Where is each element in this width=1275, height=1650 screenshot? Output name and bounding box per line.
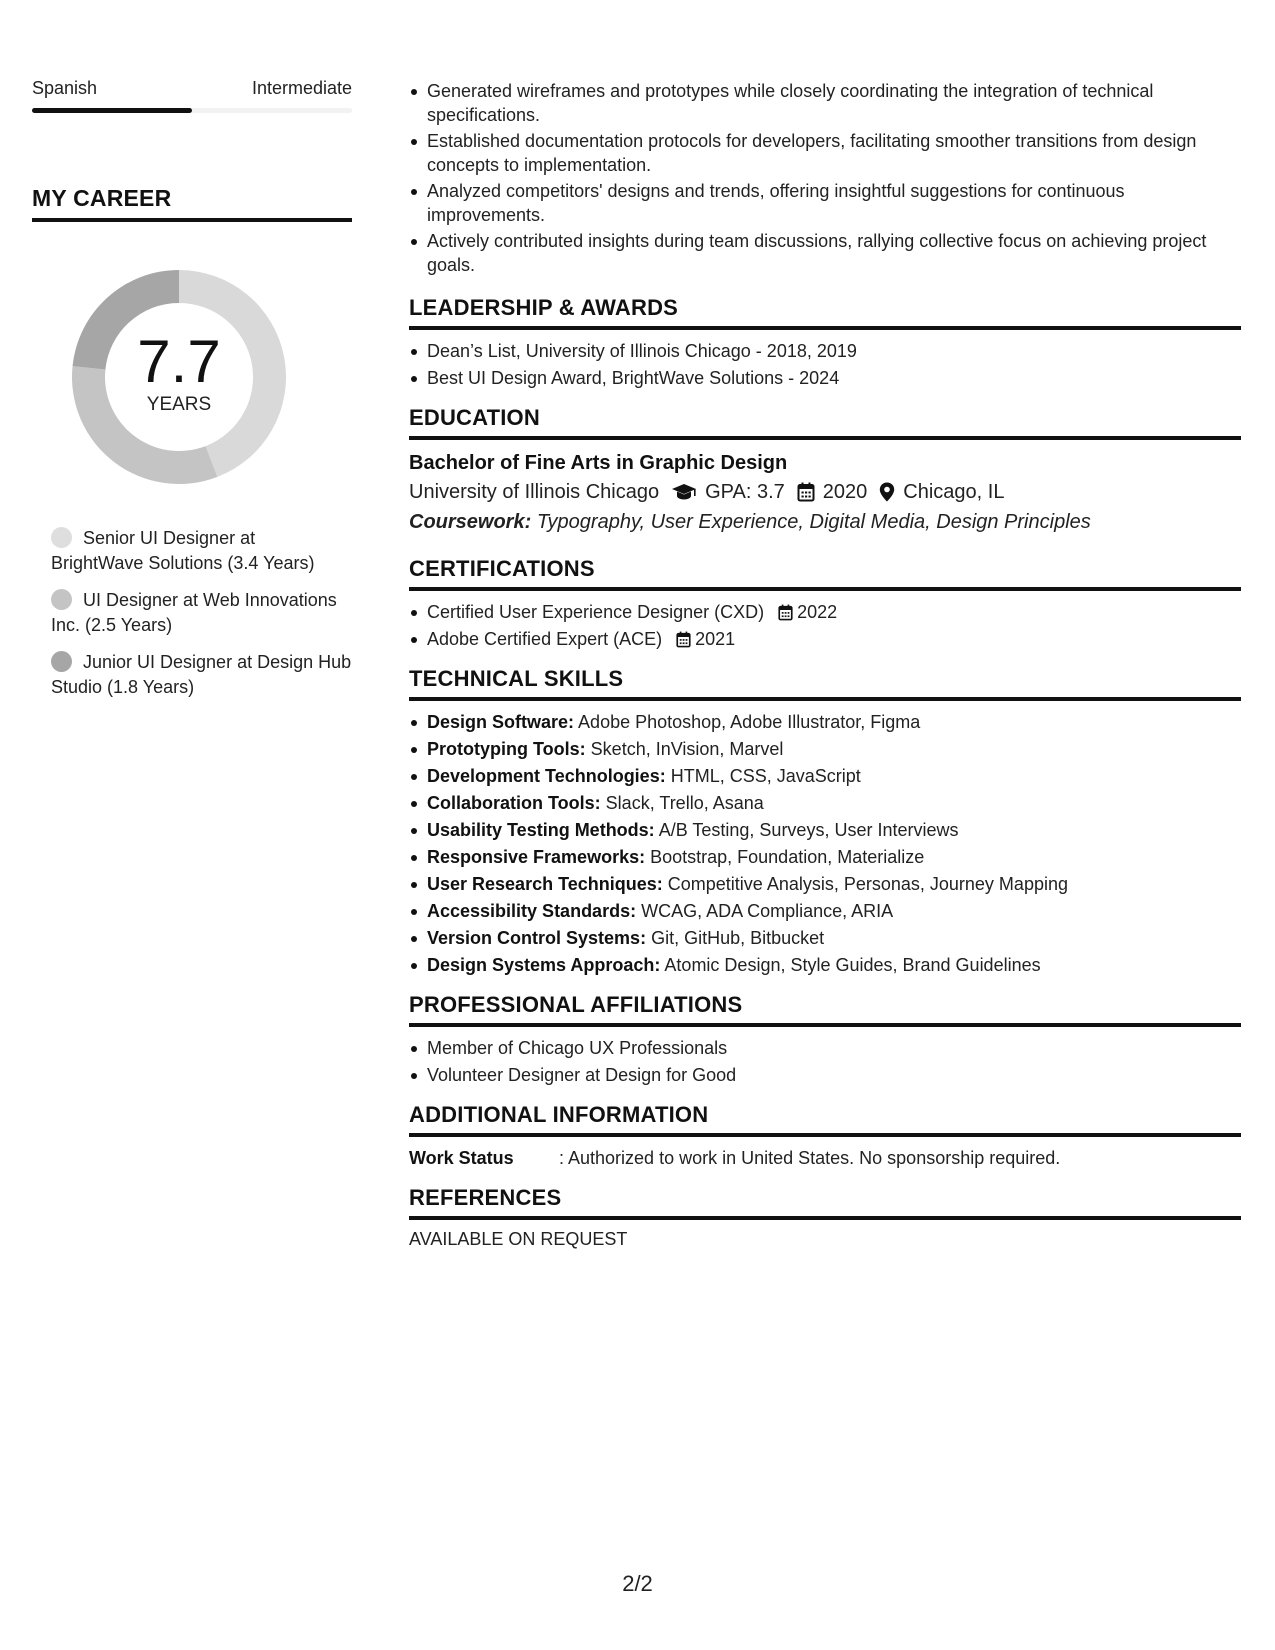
- skill-label: Design Systems Approach:: [427, 955, 661, 975]
- skill-item: [409, 845, 1241, 869]
- leadership-item: Best UI Design Award, BrightWave Solutions - 2024: [409, 366, 1241, 390]
- certification-year: 2021: [695, 629, 736, 649]
- affiliations-title: PROFESSIONAL AFFILIATIONS: [409, 992, 1241, 1027]
- education-title: EDUCATION: [409, 405, 1241, 440]
- education-gpa: GPA: 3.7: [705, 481, 785, 503]
- right-column: [409, 79, 1241, 1250]
- skill-label: Development Technologies:: [427, 766, 666, 786]
- career-heading: MY CAREER: [32, 185, 352, 222]
- map-pin-icon: [879, 482, 895, 502]
- skill-label: Usability Testing Methods:: [427, 820, 655, 840]
- skill-label: Collaboration Tools:: [427, 793, 601, 813]
- work-status-value: : Authorized to work in United States. No sponsorship required.: [559, 1148, 1061, 1168]
- experience-bullet: Generated wireframes and prototypes while closely coordinating the integration of technical specifications.: [409, 79, 1241, 127]
- education-school: University of Illinois Chicago: [409, 481, 660, 503]
- work-status-row: [409, 1146, 1241, 1170]
- work-status-label: Work Status: [409, 1148, 514, 1168]
- references-section: [409, 1185, 1241, 1250]
- skill-value: WCAG, ADA Compliance, ARIA: [641, 901, 894, 921]
- skill-label: Accessibility Standards:: [427, 901, 637, 921]
- skill-value: Bootstrap, Foundation, Materialize: [650, 847, 925, 867]
- certification-year: 2022: [797, 602, 838, 622]
- graduation-cap-icon: [671, 483, 697, 501]
- skill-value: Slack, Trello, Asana: [605, 793, 764, 813]
- certifications-section: [409, 556, 1241, 651]
- calendar-icon: [778, 604, 793, 621]
- legend-text: UI Designer at Web Innovations Inc. (2.5 Years): [51, 590, 337, 635]
- certification-item: [409, 627, 1241, 651]
- certifications-title: CERTIFICATIONS: [409, 556, 1241, 591]
- experience-bullets: [409, 79, 1241, 277]
- calendar-icon: [797, 482, 815, 502]
- skill-value: Git, GitHub, Bitbucket: [651, 928, 825, 948]
- education-section: [409, 405, 1241, 537]
- legend-item: [51, 650, 352, 700]
- experience-bullet: Analyzed competitors' designs and trends, offering insightful suggestions for continuous improvements.: [409, 179, 1241, 227]
- coursework-value: Typography, User Experience, Digital Media, Design Principles: [536, 511, 1091, 533]
- leadership-section: [409, 295, 1241, 390]
- skill-value: A/B Testing, Surveys, User Interviews: [658, 820, 959, 840]
- legend-item: [51, 526, 352, 576]
- leadership-title: LEADERSHIP & AWARDS: [409, 295, 1241, 330]
- legend-item: [51, 588, 352, 638]
- skill-item: [409, 737, 1241, 761]
- legend-text: Junior UI Designer at Design Hub Studio (1.8 Years): [51, 652, 352, 697]
- additional-section: [409, 1102, 1241, 1170]
- certification-item: [409, 600, 1241, 624]
- skills-title: TECHNICAL SKILLS: [409, 666, 1241, 701]
- affiliations-section: [409, 992, 1241, 1087]
- skill-label: Design Software:: [427, 712, 575, 732]
- references-title: REFERENCES: [409, 1185, 1241, 1220]
- education-degree: Bachelor of Fine Arts in Graphic Design: [409, 452, 788, 474]
- education-details: [409, 477, 1241, 507]
- leadership-item: Dean’s List, University of Illinois Chicago - 2018, 2019: [409, 339, 1241, 363]
- career-total-unit: YEARS: [146, 394, 212, 415]
- skill-item: [409, 899, 1241, 923]
- skill-label: Version Control Systems:: [427, 928, 647, 948]
- skill-item: [409, 818, 1241, 842]
- skill-label: Prototyping Tools:: [427, 739, 586, 759]
- skill-label: Responsive Frameworks:: [427, 847, 646, 867]
- affiliation-item: Volunteer Designer at Design for Good: [409, 1063, 1241, 1087]
- skill-value: Competitive Analysis, Personas, Journey Mapping: [667, 874, 1068, 894]
- coursework-label: Coursework:: [409, 511, 532, 533]
- language-name: Spanish: [32, 78, 98, 98]
- certification-name: Adobe Certified Expert (ACE): [427, 629, 663, 649]
- skill-item: [409, 872, 1241, 896]
- skills-section: [409, 666, 1241, 977]
- legend-dot: [51, 527, 72, 548]
- skill-value: Sketch, InVision, Marvel: [590, 739, 784, 759]
- affiliation-item: Member of Chicago UX Professionals: [409, 1036, 1241, 1060]
- experience-bullet: Established documentation protocols for developers, facilitating smoother transitions from design concepts to implementation.: [409, 129, 1241, 177]
- references-text: AVAILABLE ON REQUEST: [409, 1229, 628, 1249]
- skill-item: [409, 953, 1241, 977]
- certification-name: Certified User Experience Designer (CXD): [427, 602, 765, 622]
- legend-text: Senior UI Designer at BrightWave Solutions (3.4 Years): [51, 528, 315, 573]
- skill-item: [409, 764, 1241, 788]
- calendar-icon: [676, 631, 691, 648]
- page-number: 2/2: [622, 1571, 653, 1596]
- additional-title: ADDITIONAL INFORMATION: [409, 1102, 1241, 1137]
- left-column: [32, 78, 352, 712]
- skill-value: Adobe Photoshop, Adobe Illustrator, Figma: [578, 712, 921, 732]
- career-legend: [51, 526, 352, 700]
- skill-item: [409, 926, 1241, 950]
- education-year: 2020: [822, 481, 868, 503]
- legend-dot: [51, 589, 72, 610]
- language-proficiency-fill: [32, 108, 192, 113]
- education-coursework: [409, 507, 1241, 537]
- career-donut-chart: [65, 263, 293, 491]
- language-row: [32, 78, 352, 99]
- skill-label: User Research Techniques:: [427, 874, 663, 894]
- skill-item: [409, 710, 1241, 734]
- skill-item: [409, 791, 1241, 815]
- education-location: Chicago, IL: [903, 481, 1005, 503]
- language-proficiency-bar: [32, 108, 352, 113]
- skill-value: HTML, CSS, JavaScript: [670, 766, 861, 786]
- legend-dot: [51, 651, 72, 672]
- experience-bullet: Actively contributed insights during team discussions, rallying collective focus on achieving project goals.: [409, 229, 1241, 277]
- career-total-value: 7.7: [137, 328, 221, 395]
- skill-value: Atomic Design, Style Guides, Brand Guidelines: [664, 955, 1041, 975]
- language-level: Intermediate: [251, 78, 352, 98]
